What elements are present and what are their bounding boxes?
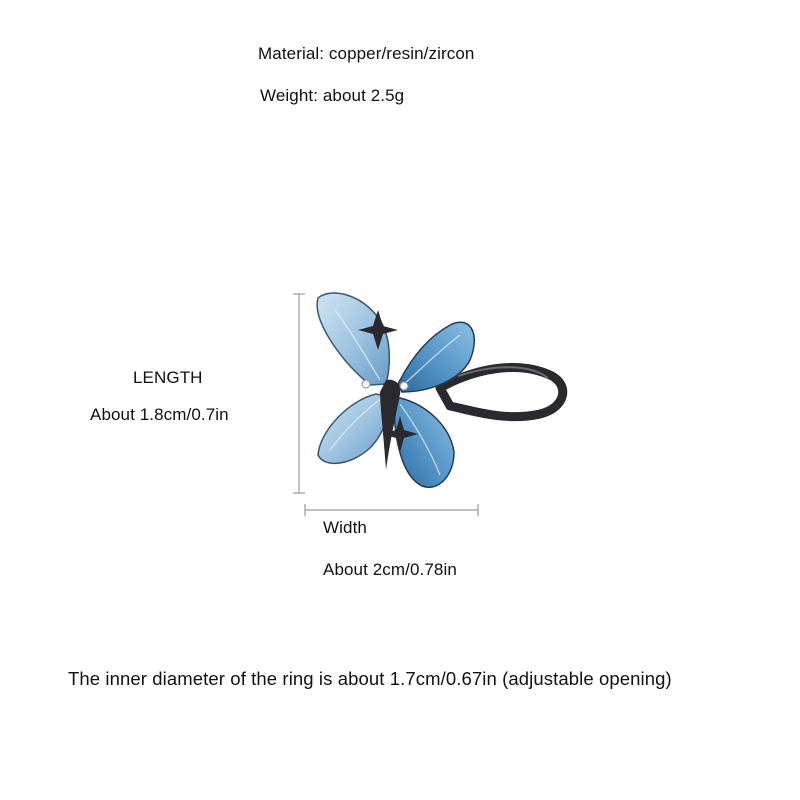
zircon-stone: [400, 382, 408, 390]
butterfly-ring-image: [290, 280, 570, 500]
length-label: LENGTH: [133, 368, 203, 387]
inner-diameter-text: The inner diameter of the ring is about 1.7cm/0.67in (adjustable opening): [68, 668, 672, 689]
material-text: Material: copper/resin/zircon: [258, 44, 475, 63]
width-value: About 2cm/0.78in: [323, 560, 457, 579]
width-label: Width: [323, 518, 367, 537]
length-value: About 1.8cm/0.7in: [90, 405, 229, 424]
weight-text: Weight: about 2.5g: [260, 86, 405, 105]
wing-lower-left: [318, 394, 388, 463]
zircon-stone: [362, 380, 370, 388]
